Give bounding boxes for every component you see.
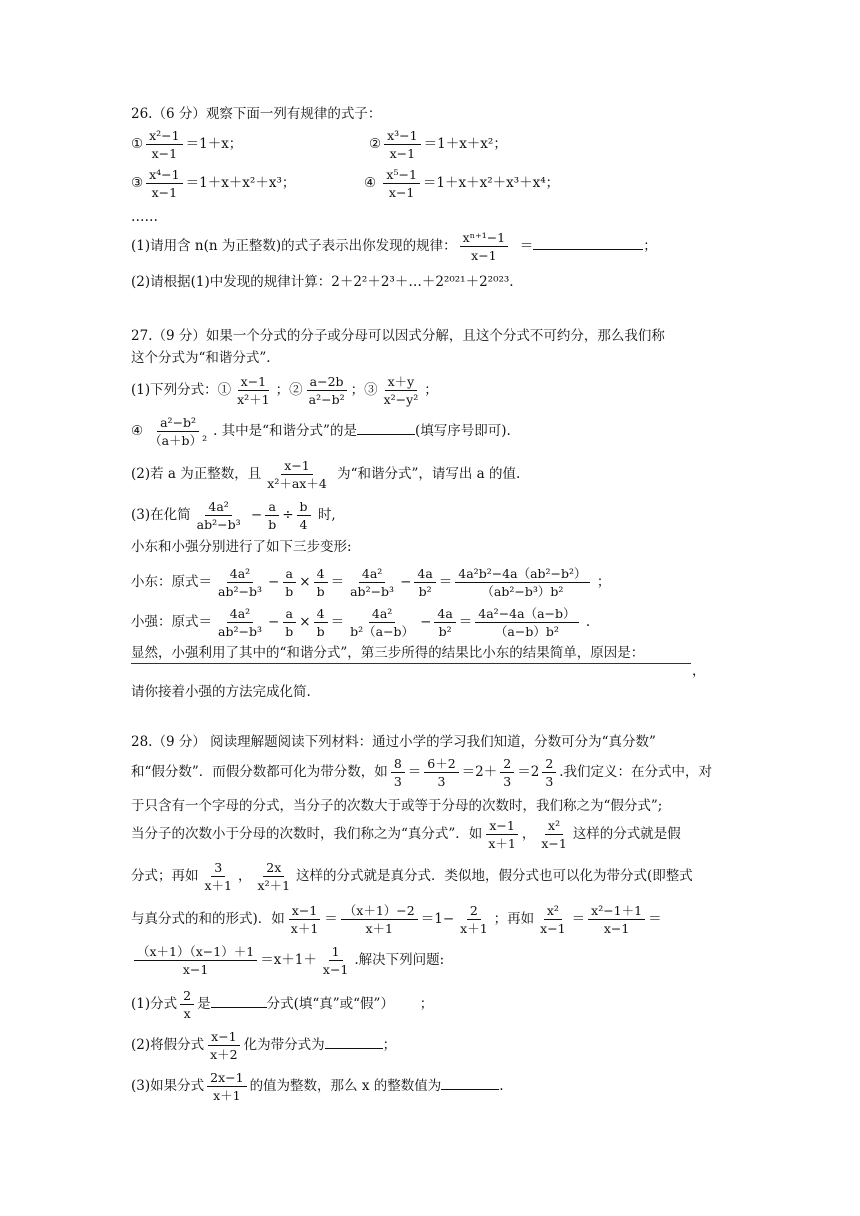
q28-line-7: $\frac{(x+1)(x-1)+1}{x-1}$ ＝x＋1＋ $\frac{1}{x-1}$ .解决下列问题: <box>131 944 444 977</box>
q28-line-6: 与真分式的和的形式)．如 $\frac{x-1}{x+1}$ ＝ $\frac{(x+1)-2}{x+1}$ ＝1− $\frac{2}{x+1}$ ；再如 $\frac{\text{x²}}{x-1}$ ＝ $\frac{\text{x²−1＋1}}{x-1}$ ＝ <box>131 903 662 936</box>
fraction: $\frac{2x}{\text{x²＋1}}$ <box>257 860 291 893</box>
fraction: $\frac{4a}{\text{b²}}$ <box>434 606 455 639</box>
q28-line-1: 28.（9 分） 阅读理解题阅读下列材料：通过小学的学习我们知道，分数可分为“真分数” <box>131 734 656 750</box>
fraction: $\frac{\text{x²}}{x-1}$ <box>540 903 566 936</box>
q26-ellipsis: …… <box>131 209 158 225</box>
fraction: $\frac{\text{a²−b²}}{\text{（a＋b）²}}$ <box>149 415 208 448</box>
fraction: $\frac{\text{4a²}}{\text{ab²−b³}}$ <box>218 566 262 599</box>
fraction: $\frac{a}{b}$ <box>265 499 279 532</box>
fraction: $\frac{4a}{\text{b²}}$ <box>414 566 435 599</box>
fraction: $\frac{2}{x+1}$ <box>460 903 488 936</box>
q28-line-2: 和“假分数”．而假分数都可化为带分数，如 $\frac{8}{3}$ ＝ $\frac{6+2}{3}$ ＝2＋ $\frac{2}{3}$ ＝2 $\frac{2}{3}$ .我们定义：在分式中，对 <box>131 756 713 789</box>
fraction: $\frac{x-1}{x+2}$ <box>210 1029 238 1062</box>
fraction: $\frac{3}{x+1}$ <box>204 860 233 893</box>
fraction: $\frac{\text{x⁵−1}}{x-1}$ <box>383 167 420 200</box>
q27-intro: 小东和小强分别进行了如下三步变形: <box>131 539 352 555</box>
q27-xiaoqiang: 小强：原式＝ $\frac{\text{4a²}}{\text{ab²−b³}}$ − $\frac{a}{b}$ × $\frac{4}{b}$ ＝ $\frac{\text{4a²}}{\text{b²（a−b）}}$ − $\frac{4a}{\text{b²}}$ ＝ $\frac{\text{4a²−4a（a−b）}}{\text{（a−b）b²}}$ . <box>131 606 591 639</box>
fraction: $\frac{(x+1)(x-1)+1}{x-1}$ <box>134 944 257 977</box>
q26-eq-2: ② $\frac{\text{x³−1}}{x-1}$ ＝1＋x＋x²； <box>369 128 507 161</box>
q26-part-2: (2)请根据(1)中发现的规律计算：2＋2²＋2³＋…＋2²⁰²¹＋2²⁰²³. <box>131 274 514 290</box>
fraction: $\frac{\text{x³−1}}{x-1}$ <box>384 128 421 161</box>
q27-part-2: (2)若 a 为正整数，且 $\frac{x-1}{\text{x²＋ax＋4}}$ 为“和谐分式”，请写出 a 的值. <box>131 458 521 491</box>
q27-continue: 请你接着小强的方法完成化简. <box>131 684 311 700</box>
fraction: $\frac{x-1}{\text{x²＋1}}$ <box>237 374 270 407</box>
fraction: $\frac{a}{b}$ <box>282 606 296 639</box>
q28-line-5: 分式；再如 $\frac{3}{x+1}$ ， $\frac{2x}{\text{x²＋1}}$ 这样的分式就是真分式．类似地，假分式也可以化为带分式(即整式 <box>131 860 693 893</box>
q28-part-3: (3)如果分式 $\frac{2x-1}{x+1}$ 的值为整数，那么 x 的整数值为 . <box>131 1070 504 1103</box>
fraction: $\frac{1}{x-1}$ <box>322 944 349 977</box>
q26-eq-4: ④ $\frac{\text{x⁵−1}}{x-1}$ ＝1＋x＋x²＋x³＋x⁴； <box>364 167 560 200</box>
marker: ② <box>369 136 382 152</box>
marker: ① <box>131 136 144 152</box>
fraction: $\frac{x+y}{\text{x²−y²}}$ <box>383 374 419 407</box>
reason-answer-line[interactable] <box>131 663 691 664</box>
fraction: $\frac{b}{4}$ <box>297 499 311 532</box>
fraction: $\frac{\text{4a²}}{\text{b²（a−b）}}$ <box>350 606 415 639</box>
fraction: $\frac{\text{4a²b²−4a（ab²−b²）}}{\text{（ab²−b³）b²}}$ <box>455 566 589 599</box>
marker: ③ <box>131 175 144 191</box>
q27-part-1b: ④ $\frac{\text{a²−b²}}{\text{（a＋b）²}}$ . 其中是“和谐分式”的是 (填写序号即可). <box>131 415 511 448</box>
fraction: $\frac{\text{x²−1}}{x-1}$ <box>146 128 183 161</box>
q28-line-3: 于只含有一个字母的分式，当分子的次数大于或等于分母的次数时，我们称之为“假分式”; <box>131 798 663 814</box>
q28-part-1: (1)分式 $\frac{2}{x}$ 是 分式(填“真”或“假”） ； <box>131 988 434 1021</box>
fraction: $\frac{a}{b}$ <box>282 566 296 599</box>
fraction: $\frac{2}{3}$ <box>542 756 556 789</box>
q27-obvious: 显然，小强利用了其中的“和谐分式”，第三步所得的结果比小东的结果简单，原因是： <box>131 645 645 661</box>
q27-part-1: (1)下列分式：① $\frac{x-1}{\text{x²＋1}}$ ；② $\frac{a-2b}{\text{a²−b²}}$ ；③ $\frac{x+y}{\text{x²−y²}}$ ； <box>131 374 438 407</box>
fraction: $\frac{\text{x²}}{x-1}$ <box>541 818 567 851</box>
fraction: $\frac{x-1}{\text{x²＋ax＋4}}$ <box>267 458 327 491</box>
q27-xiaodong: 小东：原式＝ $\frac{\text{4a²}}{\text{ab²−b³}}$ − $\frac{a}{b}$ × $\frac{4}{b}$ ＝ $\frac{\text{4a²}}{\text{ab²−b³}}$ − $\frac{4a}{\text{b²}}$ ＝ $\frac{\text{4a²b²−4a（ab²−b²）}}{\text{（ab²−b³）b²}}$ ； <box>131 566 611 599</box>
answer-blank[interactable] <box>211 1007 267 1008</box>
fraction: $\frac{\text{4a²}}{\text{ab²−b³}}$ <box>196 499 241 532</box>
answer-blank[interactable] <box>441 1089 499 1090</box>
q27-comma: ， <box>692 663 706 679</box>
q26-part-1: (1)请用含 n(n 为正整数)的式子表示出你发现的规律： $\frac{\text{xⁿ⁺¹−1}}{x-1}$ ＝ ； <box>131 230 657 263</box>
q28-part-2: (2)将假分式 $\frac{x-1}{x+2}$ 化为带分式为 ； <box>131 1029 397 1062</box>
fraction: $\frac{x-1}{x+1}$ <box>488 818 516 851</box>
fraction: $\frac{(x+1)-2}{x+1}$ <box>341 903 418 936</box>
fraction: $\frac{\text{x⁴−1}}{x-1}$ <box>146 167 183 200</box>
fraction: $\frac{2}{3}$ <box>500 756 514 789</box>
fraction: $\frac{4}{b}$ <box>314 566 328 599</box>
fraction: $\frac{\text{x²−1＋1}}{x-1}$ <box>588 903 645 936</box>
fraction: $\frac{2x-1}{x+1}$ <box>207 1070 246 1103</box>
q27-part-3: (3)在化简 $\frac{\text{4a²}}{\text{ab²−b³}}$ − $\frac{a}{b}$ ÷ $\frac{b}{4}$ 时, <box>131 499 336 532</box>
fraction: $\frac{6+2}{3}$ <box>424 756 458 789</box>
fraction: $\frac{\text{4a²}}{\text{ab²−b³}}$ <box>350 566 395 599</box>
marker: ④ <box>364 175 377 191</box>
fraction: $\frac{8}{3}$ <box>391 756 405 789</box>
answer-blank[interactable] <box>325 1048 383 1049</box>
fraction: $\frac{a-2b}{\text{a²−b²}}$ <box>308 374 345 407</box>
fraction: $\frac{\text{4a²−4a（a−b）}}{\text{（a−b）b²}}$ <box>475 606 578 639</box>
fraction: $\frac{x-1}{x+1}$ <box>290 903 319 936</box>
q26-eq-3: ③ $\frac{\text{x⁴−1}}{x-1}$ ＝1＋x＋x²＋x³； <box>131 167 296 200</box>
q28-line-4: 当分子的次数小于分母的次数时，我们称之为“真分式”．如 $\frac{x-1}{x+1}$ ， $\frac{\text{x²}}{x-1}$ 这样的分式就是假 <box>131 818 681 851</box>
answer-blank[interactable] <box>357 434 415 435</box>
q26-title: 26.（6 分）观察下面一列有规律的式子： <box>131 106 382 122</box>
fraction: $\frac{4}{b}$ <box>314 606 328 639</box>
fraction: $\frac{\text{xⁿ⁺¹−1}}{x-1}$ <box>460 230 509 263</box>
fraction: $\frac{\text{4a²}}{\text{ab²−b³}}$ <box>218 606 262 639</box>
q27-title-line2: 这个分式为“和谐分式”. <box>131 350 271 366</box>
q27-title-line1: 27.（9 分）如果一个分式的分子或分母可以因式分解，且这个分式不可约分，那么我们称 <box>131 328 665 344</box>
answer-blank[interactable] <box>533 249 643 250</box>
q26-eq-1: ① $\frac{\text{x²−1}}{x-1}$ ＝1＋x； <box>131 128 243 161</box>
fraction: $\frac{2}{x}$ <box>180 988 194 1021</box>
